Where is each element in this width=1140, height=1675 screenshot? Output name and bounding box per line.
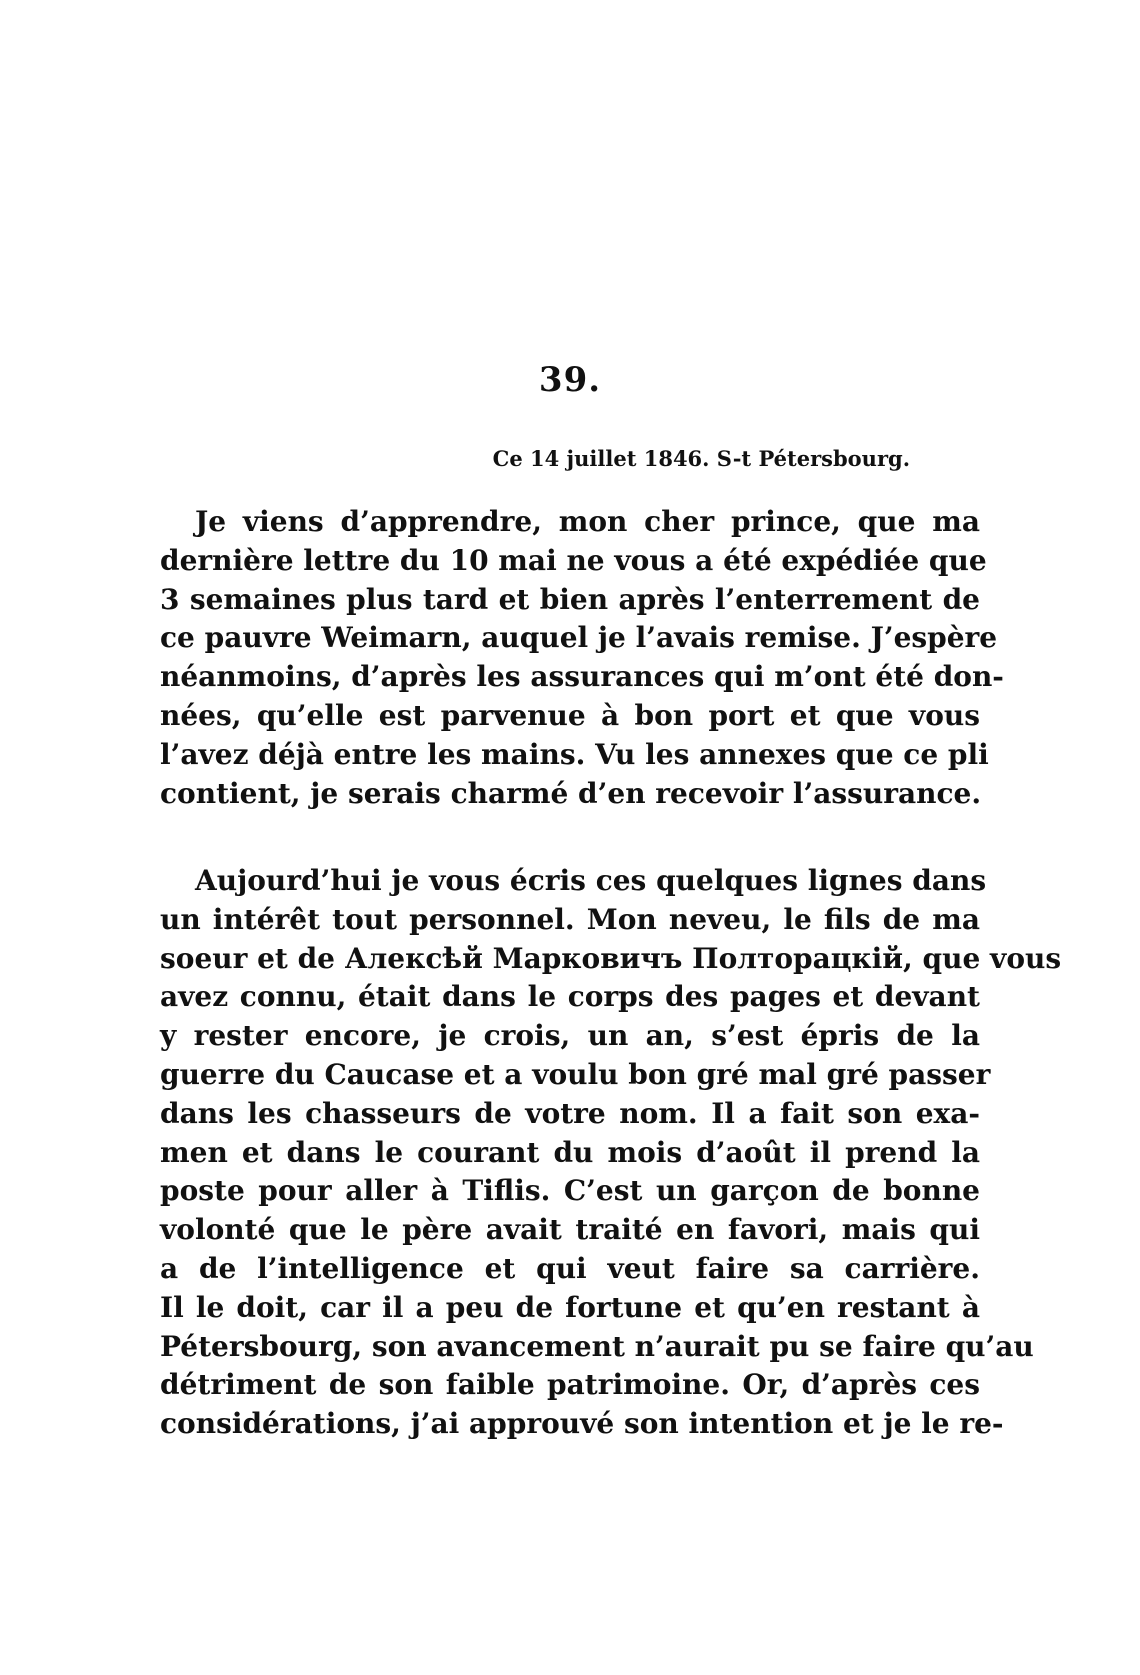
paragraph-line: dans les chasseurs de votre nom. Il a fait son exa- [160,1096,980,1130]
paragraph-line: ce pauvre Weimarn, auquel je l’avais remise. J’espère [160,621,998,655]
paragraph-line: Pétersbourg, son avancement n’aurait pu se faire qu’au [160,1329,1034,1363]
paragraph-line: volonté que le père avait traité en favori, mais qui [160,1213,980,1247]
paragraph-line: 3 semaines plus tard et bien après l’enterrement de [160,582,980,616]
paragraph-line: avez connu, était dans le corps des pages et devant [160,980,980,1014]
paragraph-line: a de l’intelligence et qui veut faire sa carrière. [160,1251,980,1285]
paragraph-line: men et dans le courant du mois d’août il prend la [160,1135,980,1169]
paragraph-line: néanmoins, d’après les assurances qui m’ont été don- [160,660,1004,694]
paragraph-line: y rester encore, je crois, un an, s’est épris de la [160,1019,980,1053]
paragraph-line: soeur et de Алексѣй Марковичъ Полторацкій, que vous [160,941,1062,975]
paragraph-2 [160,862,1062,1444]
paragraph-1 [160,503,1004,813]
paragraph-line: Aujourd’hui je vous écris ces quelques lignes dans [195,864,987,897]
paragraph-line: contient, je serais charmé d’en recevoir l’assurance. [160,776,982,810]
paragraph-line: Il le doit, car il a peu de fortune et qu’en restant à [160,1290,980,1324]
letter-dateline: Ce 14 juillet 1846. S-t Pétersbourg. [492,446,910,471]
paragraph-line: un intérêt tout personnel. Mon neveu, le fils de ma [160,902,980,936]
paragraph-line: nées, qu’elle est parvenue à bon port et que vous [160,698,980,732]
paragraph-line: dernière lettre du 10 mai ne vous a été expédiée que [160,543,987,577]
paragraph-line: détriment de son faible patrimoine. Or, d’après ces [160,1368,980,1402]
letter-number: 39. [538,360,602,400]
paragraph-line: guerre du Caucase et a voulu bon gré mal gré passer [160,1057,991,1091]
paragraph-line: considérations, j’ai approuvé son intention et je le re- [160,1407,1004,1441]
paragraph-line: l’avez déjà entre les mains. Vu les annexes que ce pli [160,737,989,771]
paragraph-line: Je viens d’apprendre, mon cher prince, que ma [195,505,980,538]
paragraph-line: poste pour aller à Tiflis. C’est un garçon de bonne [160,1174,980,1208]
